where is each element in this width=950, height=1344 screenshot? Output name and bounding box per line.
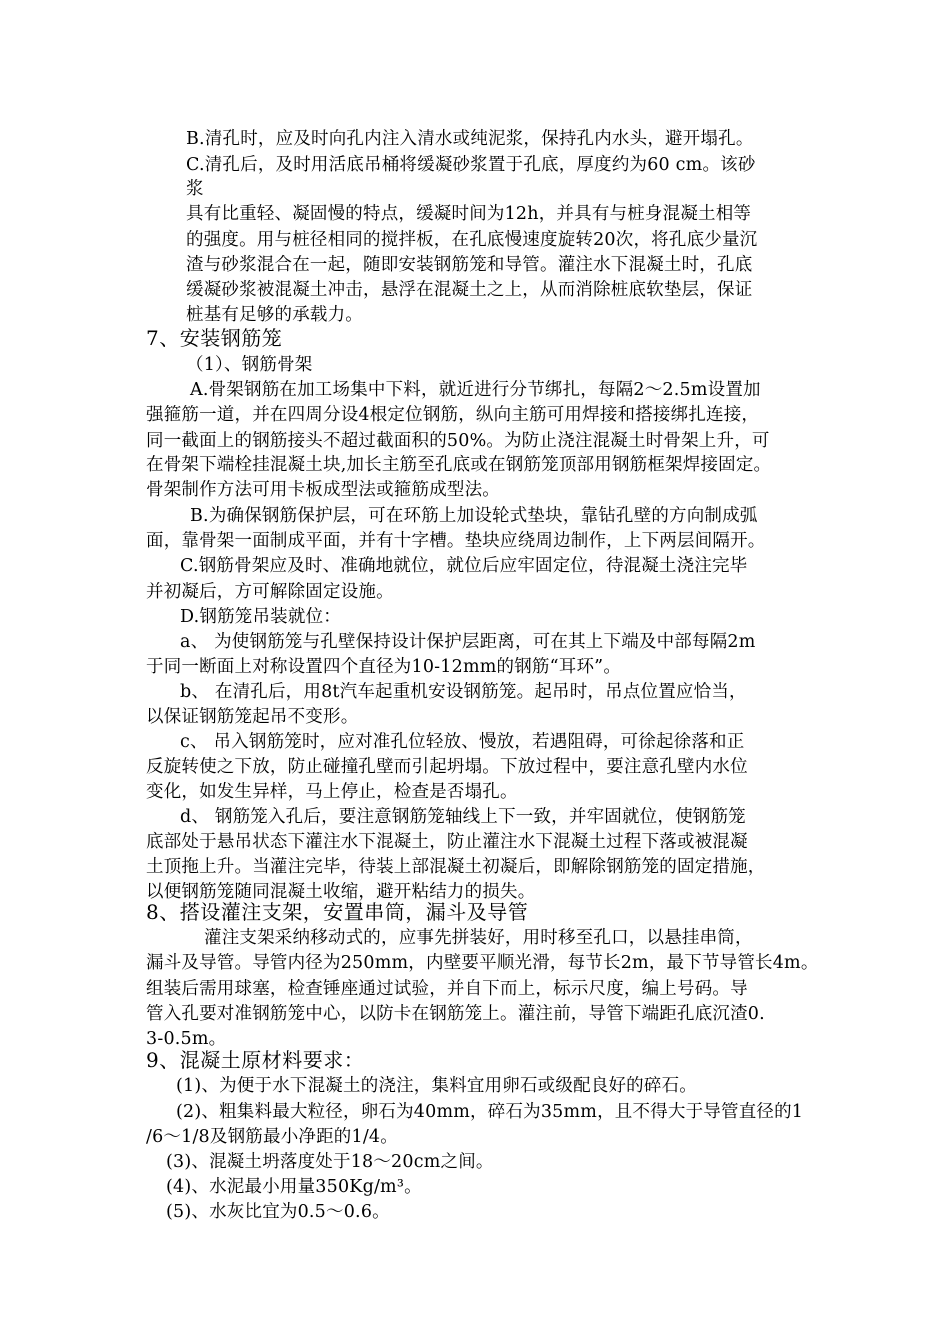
paragraph-line: 土顶拖上升。当灌注完毕，待装上部混凝土初凝后，即解除钢筋笼的固定措施， [146,857,766,877]
paragraph-line: d、 钢筋笼入孔后，要注意钢筋笼轴线上下一致，并牢固就位，使钢筋笼 [180,807,746,827]
paragraph-line: 渣与砂浆混合在一起，随即安装钢筋笼和导管。灌注水下混凝土时，孔底 [186,255,753,275]
paragraph-line: 具有比重轻、凝固慢的特点，缓凝时间为12h，并具有与桩身混凝土相等 [186,204,752,224]
paragraph-line: 组装后需用球塞，检查锤座通过试验，并自下而上，标示尺度，编上号码。导 [146,979,748,999]
paragraph-line: C.钢筋骨架应及时、准确地就位，就位后应牢固定位，待混凝土浇注完毕 [180,556,748,576]
paragraph-line: 以便钢筋笼随同混凝土收缩，避开粘结力的损失。 [146,882,536,902]
paragraph-line: 变化，如发生异样，马上停止，检查是否塌孔。 [146,782,518,802]
paragraph-line: 反旋转使之下放，防止碰撞孔壁而引起坍塌。下放过程中，要注意孔壁内水位 [146,757,748,777]
list-item: /6～1/8及钢筋最小净距的1/4。 [146,1127,398,1147]
list-item: (1)、为便于水下混凝土的浇注，集料宜用卵石或级配良好的碎石。 [176,1076,697,1096]
paragraph-line: 同一截面上的钢筋接头不超过截面积的50%。为防止浇注混凝土时骨架上升，可 [146,431,770,451]
paragraph-line: 管入孔要对准钢筋笼中心，以防卡在钢筋笼上。灌注前，导管下端距孔底沉渣0. [146,1004,765,1024]
list-item: (3)、混凝土坍落度处于18～20cm之间。 [166,1152,494,1172]
paragraph-line: 浆 [186,179,204,199]
paragraph-line: D.钢筋笼吊装就位： [180,607,341,627]
paragraph-line: 桩基有足够的承载力。 [186,305,363,325]
paragraph-line: C.清孔后，及时用活底吊桶将缓凝砂浆置于孔底，厚度约为60 cm。该砂 [186,155,756,175]
list-item: (2)、粗集料最大粒径，卵石为40mm，碎石为35mm，且不得大于导管直径的1 [176,1102,804,1122]
paragraph-line: a、 为使钢筋笼与孔壁保持设计保护层距离，可在其上下端及中部每隔2m [180,632,756,652]
subsection-heading: （1）、钢筋骨架 [186,355,313,375]
paragraph-line: 以保证钢筋笼起吊不变形。 [146,707,359,727]
paragraph-line: 缓凝砂浆被混凝土冲击，悬浮在混凝土之上，从而消除桩底软垫层，保证 [186,280,753,300]
paragraph-line: 于同一断面上对称设置四个直径为10-12mm的钢筋“耳环”。 [146,657,622,677]
paragraph-line: A.骨架钢筋在加工场集中下料，就近进行分节绑扎，每隔2～2.5m设置加 [190,380,761,400]
paragraph-line: 漏斗及导管。导管内径为250mm，内壁要平顺光滑，每节长2m，最下节导管长4m。 [146,953,819,973]
paragraph-line: b、 在清孔后，用8t汽车起重机安设钢筋笼。起吊时，吊点位置应恰当， [180,682,747,702]
section-heading: 7、安装钢筋笼 [146,326,283,350]
list-item: (5)、水灰比宜为0.5～0.6。 [166,1202,390,1222]
paragraph-line: 灌注支架采纳移动式的，应事先拼装好，用时移至孔口，以悬挂串筒， [204,928,753,948]
paragraph-line: 强箍筋一道，并在四周分设4根定位钢筋，纵向主筋可用焊接和搭接绑扎连接， [146,405,760,425]
paragraph-line: B.为确保钢筋保护层，可在环筋上加设轮式垫块，靠钻孔壁的方向制成弧 [190,506,758,526]
paragraph-line: B.清孔时，应及时向孔内注入清水或纯泥浆，保持孔内水头，避开塌孔。 [186,129,754,149]
paragraph-line: 并初凝后，方可解除固定设施。 [146,582,394,602]
section-heading: 8、搭设灌注支架，安置串筒，漏斗及导管 [146,900,529,924]
paragraph-line: 3-0.5m。 [146,1029,227,1049]
paragraph-line: 的强度。用与桩径相同的搅拌板，在孔底慢速度旋转20次，将孔底少量沉 [186,230,758,250]
paragraph-line: 骨架制作方法可用卡板成型法或箍筋成型法。 [146,480,500,500]
paragraph-line: 在骨架下端栓挂混凝土块,加长主筋至孔底或在钢筋笼顶部用钢筋框架焊接固定。 [146,455,772,475]
paragraph-line: c、 吊入钢筋笼时，应对准孔位轻放、慢放，若遇阻碍，可徐起徐落和正 [180,732,745,752]
paragraph-line: 面，靠骨架一面制成平面，并有十字槽。垫块应绕周边制作，上下两层间隔开。 [146,531,766,551]
list-item: (4)、水泥最小用量350Kg/m³。 [166,1177,422,1197]
section-heading: 9、混凝土原材料要求： [146,1048,365,1072]
paragraph-line: 底部处于悬吊状态下灌注水下混凝土，防止灌注水下混凝土过程下落或被混凝 [146,832,748,852]
